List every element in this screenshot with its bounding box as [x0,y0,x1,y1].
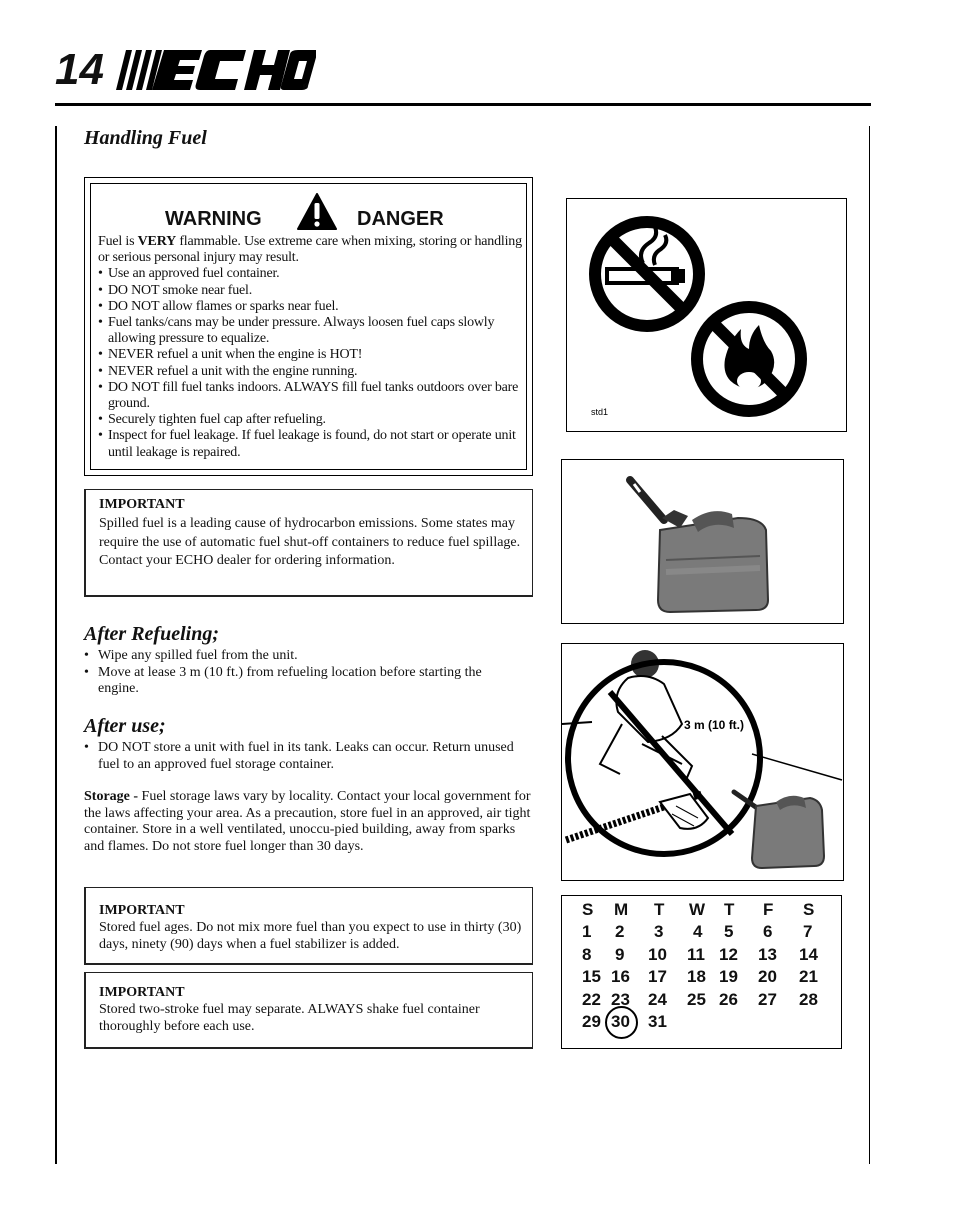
important-text: Stored two-stroke fuel may separate. ALWAYS shake fuel container thoroughly before each use. [99,1002,480,1034]
list-item: • DO NOT fill fuel tanks indoors. ALWAYS fill fuel tanks outdoors over bare ground. [98,380,526,412]
danger-label: DANGER [357,208,444,230]
important-box-emissions [84,489,533,597]
no-smoking-icon [595,222,699,326]
page-number: 14 [55,45,104,94]
calendar-date: 1 [582,922,592,941]
no-smoking-no-flames-figure [566,198,847,432]
calendar-date: 18 [687,967,706,986]
calendar-date: 12 [719,945,738,964]
calendar-date: 22 [582,990,601,1009]
list-item: • Securely tighten fuel cap after refueling. [98,412,526,428]
calendar-day-header: T [654,900,665,919]
calendar-day-header: F [763,900,774,919]
calendar-date: 5 [724,922,734,941]
calendar-date: 25 [687,990,706,1009]
storage-label: Storage - [84,789,139,804]
list-item: • Move at lease 3 m (10 ft.) from refueling location before starting the engine. [84,665,524,698]
calendar-date: 16 [611,967,630,986]
calendar-date: 28 [799,990,818,1009]
calendar-date: 14 [799,945,818,964]
calendar-date: 11 [687,945,705,964]
important-box-fuel-age [84,887,533,965]
refuel-distance-illustration [562,644,843,880]
calendar-date: 27 [758,990,777,1009]
calendar-date: 7 [803,922,813,941]
list-item: • NEVER refuel a unit when the engine is HOT! [98,347,526,363]
calendar-date: 15 [582,967,601,986]
calendar-date: 2 [615,922,625,941]
calendar-date: 4 [693,922,703,941]
left-margin-rule [55,126,57,1164]
important-box-separation [84,972,533,1049]
figure-caption: std1 [591,407,609,417]
calendar-day-header: W [689,900,706,919]
warning-text [98,234,526,461]
important-text: Stored fuel ages. Do not mix more fuel than you expect to use in thirty (30) days, ninety (90) days when a fuel stabilizer is added. [99,920,522,952]
calendar-date: 26 [719,990,738,1009]
after-use-list [84,740,514,773]
calendar-date: 29 [582,1012,601,1031]
distance-label: 3 m (10 ft.) [684,718,745,732]
calendar-date: 31 [648,1012,667,1031]
calendar-date: 19 [719,967,738,986]
calendar-day-header: S [803,900,815,919]
important-text: Spilled fuel is a leading cause of hydrocarbon emissions. Some states may require the use of automatic fuel shut-off containers to reduce fuel spillage. Contact your ECHO dealer for ordering information. [99,516,521,568]
calendar-date: 21 [799,967,818,986]
after-refueling-heading: After Refueling; [84,623,219,645]
list-item: • Fuel tanks/cans may be under pressure. Always loosen fuel caps slowly allowing pressure to equalize. [98,315,526,347]
warning-intro: Fuel is VERY flammable. Use extreme care when mixing, storing or handling or serious personal injury may result. [98,234,522,266]
calendar-day-header: M [614,900,629,919]
list-item: • Wipe any spilled fuel from the unit. [84,648,524,665]
fuel-can-icon [562,460,843,623]
list-item: • DO NOT store a unit with fuel in its tank. Leaks can occur. Return unused fuel to an approved fuel storage container. [84,740,514,773]
important-heading: IMPORTANT [99,985,185,1000]
calendar-date-circled: 30 [611,1012,630,1031]
calendar-day-header: S [582,900,594,919]
after-use-heading: After use; [84,715,166,737]
prohibition-icons [567,199,846,431]
right-margin-rule [869,126,870,1164]
list-item: • DO NOT allow flames or sparks near fuel. [98,299,526,315]
calendar-date: 3 [654,922,664,941]
list-item: • DO NOT smoke near fuel. [98,283,526,299]
registered-mark: ® [303,84,309,91]
header-rule [55,103,871,106]
calendar-date: 20 [758,967,777,986]
list-item: • NEVER refuel a unit with the engine running. [98,364,526,380]
warning-label: WARNING [165,208,262,230]
echo-logo [112,48,316,92]
warning-bullet-list [98,266,526,460]
calendar-date: 8 [582,945,592,964]
list-item: • Use an approved fuel container. [98,266,526,282]
refueling-distance-figure [561,643,844,881]
calendar-day-header: T [724,900,735,919]
calendar-date: 9 [615,945,625,964]
calendar-date: 13 [758,945,777,964]
calendar-date: 24 [648,990,667,1009]
calendar-date: 17 [648,967,667,986]
circle-marker [605,1006,638,1039]
no-flames-icon [697,307,801,411]
calendar-date: 23 [611,990,630,1009]
calendar-date: 6 [763,922,773,941]
calendar-figure [561,895,842,1049]
fuel-can-figure [561,459,844,624]
after-refueling-list [84,648,524,698]
calendar-date: 10 [648,945,667,964]
list-item: • Inspect for fuel leakage. If fuel leakage is found, do not start or operate unit until leakage is repaired. [98,428,526,460]
warning-triangle-icon [297,193,337,230]
storage-paragraph: Storage - Fuel storage laws vary by locality. Contact your local government for the laws affecting your area. As a precaution, store fuel in an approved, air tight container. Store in a well ventilated, unoccu-pied building, away from sparks and flames. Do not store fuel longer than 30 days. [84,789,531,854]
handling-fuel-heading: Handling Fuel [84,127,207,149]
important-heading: IMPORTANT [99,497,185,512]
important-heading: IMPORTANT [99,903,185,918]
